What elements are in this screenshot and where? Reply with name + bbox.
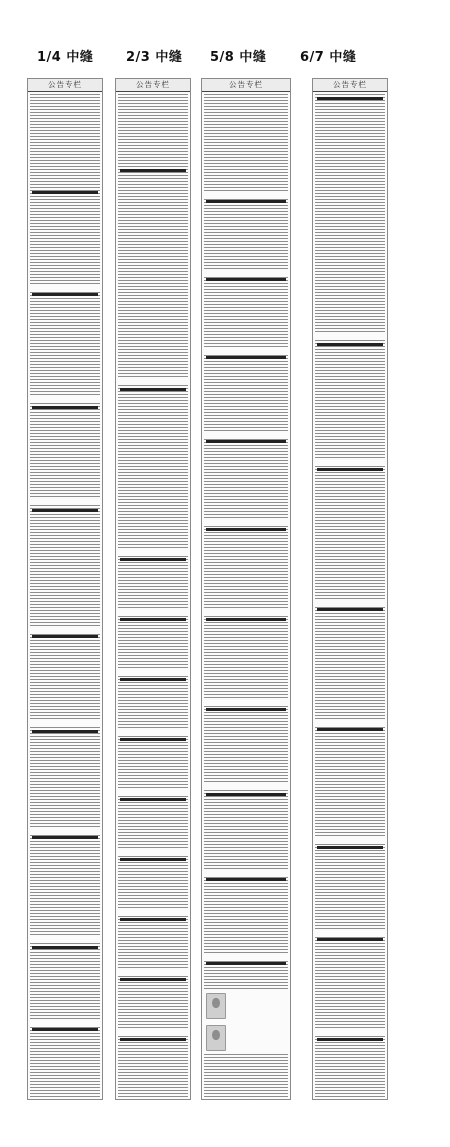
- notice-heading: [317, 468, 383, 471]
- notice-heading: [120, 858, 186, 861]
- notice-heading: [317, 728, 383, 731]
- notice-heading: [206, 278, 286, 281]
- notice-heading: [32, 191, 98, 194]
- column-label-6-7: 6/7 中缝: [300, 50, 357, 65]
- column-header: 公告专栏: [202, 79, 290, 92]
- notice-text-block: [204, 94, 288, 1097]
- column-label-2-3: 2/3 中缝: [126, 50, 183, 65]
- notice-heading: [32, 509, 98, 512]
- notice-heading: [206, 962, 286, 965]
- column-header: 公告专栏: [28, 79, 102, 92]
- notice-heading: [206, 618, 286, 621]
- portrait-photo: [206, 993, 226, 1019]
- notice-heading: [32, 293, 98, 296]
- notice-heading: [206, 528, 286, 531]
- notice-heading: [206, 878, 286, 881]
- notice-text-block: [315, 94, 385, 1097]
- notice-heading: [32, 406, 98, 409]
- notice-heading: [120, 798, 186, 801]
- notice-heading: [120, 978, 186, 981]
- notice-heading: [120, 1038, 186, 1041]
- notice-heading: [120, 558, 186, 561]
- notice-heading: [317, 938, 383, 941]
- notice-heading: [32, 635, 98, 638]
- notice-heading: [206, 200, 286, 203]
- notice-heading: [317, 608, 383, 611]
- notice-heading: [120, 618, 186, 621]
- notice-heading: [120, 738, 186, 741]
- notice-heading: [317, 97, 383, 100]
- notice-heading: [206, 793, 286, 796]
- column-header: 公告专栏: [313, 79, 387, 92]
- notice-heading: [317, 846, 383, 849]
- notice-heading: [206, 356, 286, 359]
- notice-heading: [32, 730, 98, 733]
- column-header: 公告专栏: [116, 79, 190, 92]
- notice-heading: [317, 343, 383, 346]
- gutter-column-5-8: [201, 78, 291, 1100]
- gutter-column-6-7: [312, 78, 388, 1100]
- column-label-1-4: 1/4 中缝: [37, 50, 94, 65]
- gutter-column-2-3: [115, 78, 191, 1100]
- notice-text-block: [118, 94, 188, 1097]
- column-label-5-8: 5/8 中缝: [210, 50, 267, 65]
- notice-heading: [120, 388, 186, 391]
- portrait-photo: [206, 1025, 226, 1051]
- notice-heading: [32, 836, 98, 839]
- notice-heading: [120, 918, 186, 921]
- notice-heading: [32, 1028, 98, 1031]
- notice-heading: [317, 1038, 383, 1041]
- notice-heading: [32, 946, 98, 949]
- notice-heading: [206, 440, 286, 443]
- gutter-column-1-4: [27, 78, 103, 1100]
- notice-heading: [120, 678, 186, 681]
- notice-heading: [120, 169, 186, 172]
- notice-heading: [206, 708, 286, 711]
